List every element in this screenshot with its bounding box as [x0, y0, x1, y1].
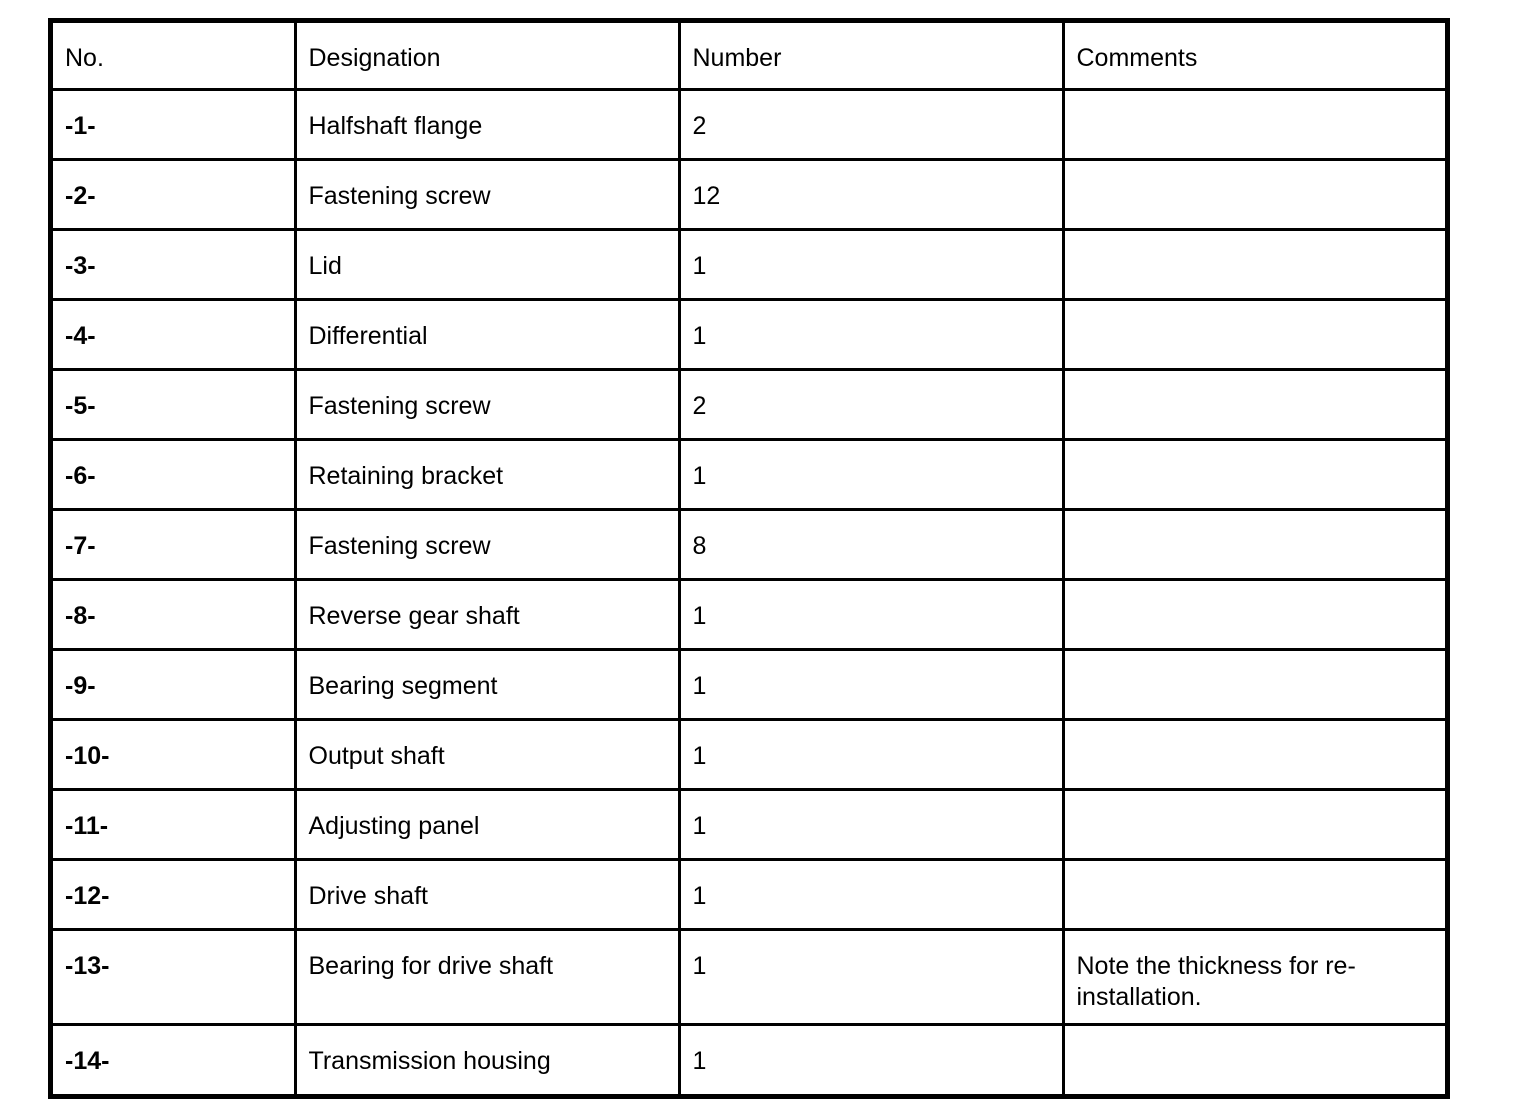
- cell-number: 2: [679, 369, 1063, 439]
- cell-no: -4-: [53, 299, 295, 369]
- cell-no: -2-: [53, 159, 295, 229]
- cell-designation: Lid: [295, 229, 679, 299]
- cell-comments: [1063, 789, 1445, 859]
- cell-comments: [1063, 859, 1445, 929]
- cell-number: 12: [679, 159, 1063, 229]
- cell-comments: [1063, 719, 1445, 789]
- cell-comments: [1063, 649, 1445, 719]
- cell-no: -6-: [53, 439, 295, 509]
- cell-no: -8-: [53, 579, 295, 649]
- table-row: [53, 719, 1445, 789]
- cell-number: 8: [679, 509, 1063, 579]
- cell-comments: Note the thickness for re-installation.: [1063, 929, 1445, 1024]
- cell-no: -7-: [53, 509, 295, 579]
- header-comments: Comments: [1063, 23, 1445, 89]
- cell-number: 1: [679, 649, 1063, 719]
- cell-number: 1: [679, 1024, 1063, 1094]
- cell-comments: [1063, 369, 1445, 439]
- cell-comments: [1063, 89, 1445, 159]
- cell-number: 1: [679, 719, 1063, 789]
- table-row: [53, 789, 1445, 859]
- cell-no: -3-: [53, 229, 295, 299]
- table-row: [53, 509, 1445, 579]
- cell-designation: Adjusting panel: [295, 789, 679, 859]
- cell-no: -12-: [53, 859, 295, 929]
- cell-comments: [1063, 229, 1445, 299]
- cell-no: -9-: [53, 649, 295, 719]
- table-row: [53, 439, 1445, 509]
- cell-no: -5-: [53, 369, 295, 439]
- cell-designation: Bearing segment: [295, 649, 679, 719]
- cell-no: -13-: [53, 929, 295, 1024]
- cell-designation: Fastening screw: [295, 159, 679, 229]
- cell-no: -11-: [53, 789, 295, 859]
- cell-designation: Bearing for drive shaft: [295, 929, 679, 1024]
- cell-no: -10-: [53, 719, 295, 789]
- cell-comments: [1063, 579, 1445, 649]
- cell-no: -1-: [53, 89, 295, 159]
- cell-comments: [1063, 439, 1445, 509]
- header-designation: Designation: [295, 23, 679, 89]
- cell-designation: Drive shaft: [295, 859, 679, 929]
- table-row: [53, 579, 1445, 649]
- header-no: No.: [53, 23, 295, 89]
- table-header-row: [53, 23, 1445, 89]
- parts-table-frame: [48, 18, 1450, 1099]
- cell-number: 1: [679, 859, 1063, 929]
- cell-designation: Fastening screw: [295, 509, 679, 579]
- cell-designation: Output shaft: [295, 719, 679, 789]
- cell-number: 1: [679, 789, 1063, 859]
- table-row: [53, 929, 1445, 1024]
- table-row: [53, 649, 1445, 719]
- cell-number: 1: [679, 229, 1063, 299]
- table-row: [53, 1024, 1445, 1094]
- table-row: [53, 159, 1445, 229]
- cell-designation: Differential: [295, 299, 679, 369]
- cell-designation: Fastening screw: [295, 369, 679, 439]
- cell-designation: Transmission housing: [295, 1024, 679, 1094]
- cell-number: 1: [679, 439, 1063, 509]
- cell-comments: [1063, 159, 1445, 229]
- cell-comments: [1063, 1024, 1445, 1094]
- table-row: [53, 859, 1445, 929]
- cell-number: 1: [679, 579, 1063, 649]
- table-row: [53, 369, 1445, 439]
- cell-no: -14-: [53, 1024, 295, 1094]
- cell-number: 1: [679, 929, 1063, 1024]
- cell-comments: [1063, 509, 1445, 579]
- cell-designation: Halfshaft flange: [295, 89, 679, 159]
- table-row: [53, 299, 1445, 369]
- cell-designation: Reverse gear shaft: [295, 579, 679, 649]
- header-number: Number: [679, 23, 1063, 89]
- cell-comments: [1063, 299, 1445, 369]
- table-row: [53, 229, 1445, 299]
- table-row: [53, 89, 1445, 159]
- parts-table: [53, 23, 1445, 1094]
- cell-number: 2: [679, 89, 1063, 159]
- cell-number: 1: [679, 299, 1063, 369]
- cell-designation: Retaining bracket: [295, 439, 679, 509]
